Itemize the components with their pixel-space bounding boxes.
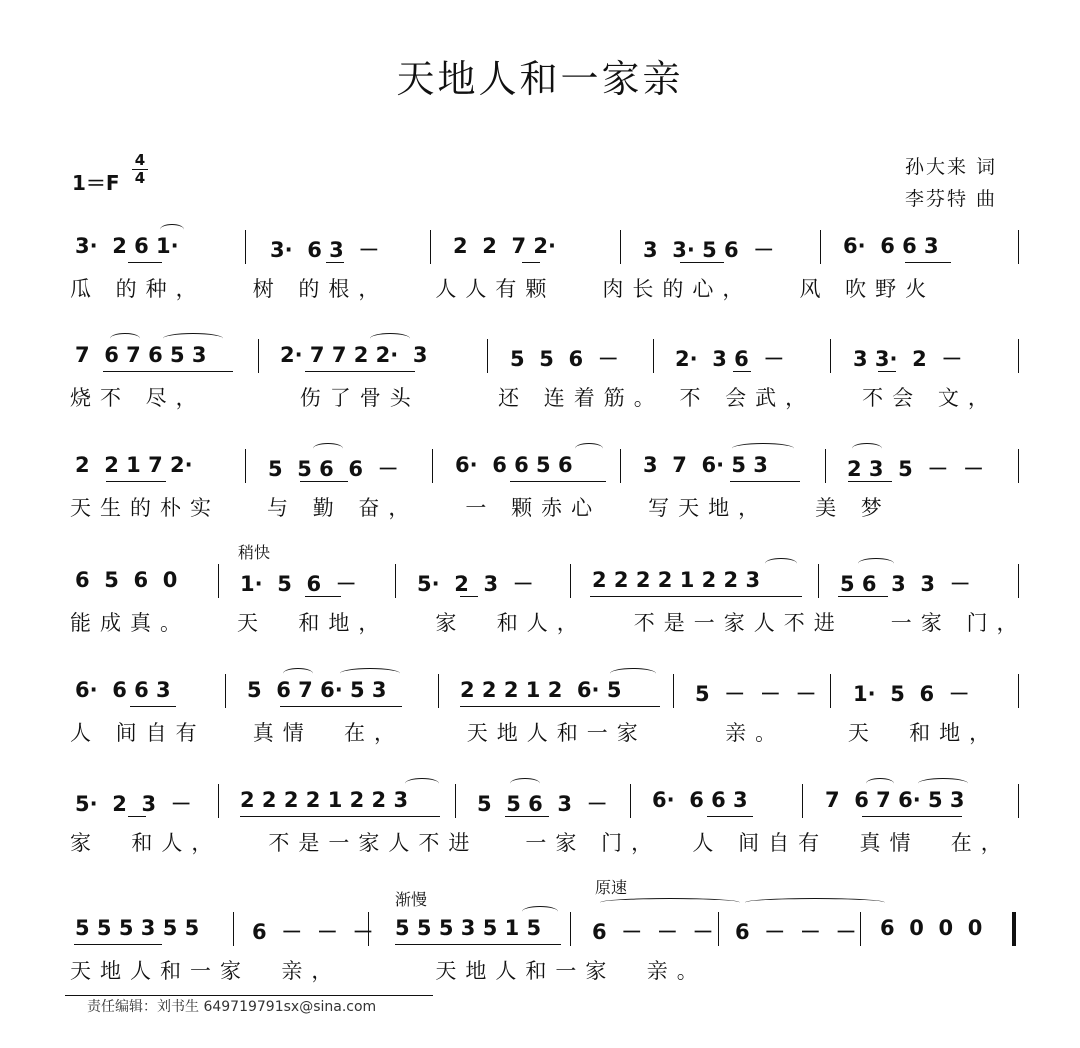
- measure: 2 2 2 2 1 2 2 3: [240, 788, 409, 812]
- barline: [1018, 674, 1019, 708]
- measure: 2 2 7 2·: [453, 234, 556, 258]
- underline: [300, 481, 348, 482]
- underline: [326, 262, 344, 263]
- barline: [218, 564, 219, 598]
- barline: [653, 339, 654, 373]
- underline: [280, 706, 402, 707]
- barline: [455, 784, 456, 818]
- score-row-5: [0, 672, 1080, 762]
- slur: [163, 333, 223, 344]
- score-row-7: [0, 910, 1080, 1000]
- underline: [305, 371, 415, 372]
- slur: [852, 443, 882, 454]
- barline: [233, 912, 234, 946]
- measure: 6 － － －: [592, 920, 714, 944]
- measure: 6 0 0 0: [880, 916, 983, 940]
- measure: 3 3· 5 6 －: [643, 238, 775, 262]
- underline: [680, 262, 724, 263]
- barline: [245, 449, 246, 483]
- barline: [438, 674, 439, 708]
- underline: [460, 596, 478, 597]
- measure: 3· 2 6 1·: [75, 234, 179, 258]
- score-row-6: [0, 782, 1080, 872]
- time-signature-numerator: 4: [132, 152, 148, 170]
- measure: 5 － － －: [695, 682, 817, 706]
- underline: [128, 816, 146, 817]
- barline: [225, 674, 226, 708]
- underline: [878, 371, 896, 372]
- key-signature: 1＝F: [72, 171, 120, 195]
- measure: 3· 6 3 －: [270, 238, 380, 262]
- time-signature: [132, 152, 148, 187]
- lyric-line: 瓜 的种， 树 的根， 人人有颗 肉长的心， 风 吹野火: [70, 277, 936, 301]
- barline: [245, 230, 246, 264]
- measure: 6 － － －: [735, 920, 857, 944]
- song-title: 天地人和一家亲: [396, 57, 684, 101]
- underline: [128, 262, 162, 263]
- lyricist-credit: 孙大来 词: [905, 156, 998, 178]
- time-signature-denominator: 4: [134, 169, 146, 187]
- slur: [340, 668, 400, 679]
- measure: 6· 6 6 5 6: [455, 453, 573, 477]
- barline: [570, 564, 571, 598]
- measure: 2 3 5 － －: [847, 457, 985, 481]
- measure: 2 2 1 7 2·: [75, 453, 193, 477]
- underline: [74, 944, 162, 945]
- slur: [575, 443, 603, 454]
- barline: [432, 449, 433, 483]
- measure: 5· 2 3 －: [75, 792, 192, 816]
- slur: [858, 558, 894, 569]
- underline: [905, 262, 951, 263]
- slur: [110, 333, 140, 344]
- underline: [505, 816, 549, 817]
- barline: [620, 449, 621, 483]
- measure: 2 2 2 2 1 2 2 3: [592, 568, 761, 592]
- measure: 2· 3 6 －: [675, 347, 785, 371]
- slur: [405, 778, 439, 789]
- barline: [430, 230, 431, 264]
- measure: 5 5 6 －: [510, 347, 619, 371]
- measure: 7 6 7 6· 5 3: [825, 788, 965, 812]
- score-row-1: [0, 228, 1080, 318]
- underline: [305, 596, 341, 597]
- barline: [620, 230, 621, 264]
- underline: [510, 481, 606, 482]
- barline: [820, 230, 821, 264]
- barline: [1018, 339, 1019, 373]
- measure: 2· 7 7 2 2· 3: [280, 343, 428, 367]
- measure: 3 3· 2 －: [853, 347, 963, 371]
- measure: 7 6 7 6 5 3: [75, 343, 207, 367]
- notation-line: [70, 672, 1020, 708]
- barline: [368, 912, 369, 946]
- lyric-line: 家 和人， 不是一家人不进 一家 门， 人 间自有 真情 在，: [70, 831, 1011, 855]
- tempo-mark-original: 原速: [595, 878, 628, 897]
- measure: 6 － － －: [252, 920, 374, 944]
- slur: [313, 443, 343, 454]
- underline: [395, 944, 561, 945]
- score-row-3: [0, 447, 1080, 537]
- barline: [218, 784, 219, 818]
- measure: 6· 6 6 3: [652, 788, 748, 812]
- underline: [240, 816, 440, 817]
- underline: [707, 816, 753, 817]
- barline: [802, 784, 803, 818]
- underline: [460, 706, 660, 707]
- underline: [848, 481, 892, 482]
- barline: [395, 564, 396, 598]
- final-barline: [1012, 912, 1016, 946]
- measure: 5 5 5 3 5 1 5: [395, 916, 542, 940]
- barline: [818, 564, 819, 598]
- slur: [765, 558, 797, 569]
- measure: 5 6 7 6· 5 3: [247, 678, 387, 702]
- barline: [830, 339, 831, 373]
- barline: [258, 339, 259, 373]
- underline: [733, 371, 751, 372]
- measure: 2 2 2 1 2 6· 5: [460, 678, 622, 702]
- tempo-mark-slightly-faster: 稍快: [238, 543, 271, 562]
- measure: 5 5 5 3 5 5: [75, 916, 200, 940]
- composer-credit: 李芬特 曲: [905, 188, 998, 210]
- barline: [1018, 564, 1019, 598]
- underline: [130, 706, 176, 707]
- measure: 5· 2 3 －: [417, 572, 534, 596]
- tie: [600, 898, 740, 907]
- barline: [1018, 230, 1019, 264]
- measure: 6· 6 6 3: [843, 234, 939, 258]
- measure: 3 7 6· 5 3: [643, 453, 768, 477]
- measure: 6 5 6 0: [75, 568, 178, 592]
- measure: 5 5 6 6 －: [268, 457, 399, 481]
- tie: [745, 898, 885, 907]
- barline: [830, 674, 831, 708]
- notation-line: [70, 228, 1020, 264]
- lyric-line: 天地人和一家 亲， 天地人和一家 亲。: [70, 959, 707, 983]
- barline: [630, 784, 631, 818]
- editor-footer: 责任编辑：刘书生 649719791sx@sina.com: [65, 995, 433, 1025]
- barline: [673, 674, 674, 708]
- lyric-line: 人 间自有 真情 在， 天地人和一家 亲。 天 和地，: [70, 721, 1000, 745]
- measure: 5 5 6 3 －: [477, 792, 608, 816]
- score-row-4: [0, 562, 1080, 652]
- barline: [570, 912, 571, 946]
- tempo-mark-gradually-slower: 渐慢: [395, 890, 428, 909]
- slur: [918, 778, 968, 789]
- lyric-line: 能成真。 天 和地， 家 和人， 不是一家人不进 一家 门，: [70, 611, 1027, 635]
- slur: [866, 778, 894, 789]
- slur: [732, 443, 794, 454]
- measure: 6· 6 6 3: [75, 678, 171, 702]
- underline: [106, 481, 166, 482]
- slur: [522, 906, 558, 917]
- underline: [522, 262, 540, 263]
- slur: [510, 778, 540, 789]
- measure: 5 6 3 3 －: [840, 572, 971, 596]
- slur: [370, 333, 410, 344]
- measure: 1· 5 6 －: [853, 682, 970, 706]
- slur: [283, 668, 313, 679]
- score-row-2: [0, 337, 1080, 427]
- underline: [838, 596, 888, 597]
- underline: [103, 371, 233, 372]
- underline: [730, 481, 800, 482]
- measure: 1· 5 6 －: [240, 572, 357, 596]
- barline: [860, 912, 861, 946]
- lyric-line: 烧不 尽， 伤了骨头 还 连着筋。 不 会武， 不会 文，: [70, 386, 998, 410]
- slur: [610, 668, 656, 679]
- barline: [1018, 784, 1019, 818]
- barline: [718, 912, 719, 946]
- lyric-line: 天生的朴实 与 勤 奋， 一 颗赤心 写天地， 美 梦: [70, 496, 891, 520]
- barline: [487, 339, 488, 373]
- underline: [862, 816, 962, 817]
- barline: [825, 449, 826, 483]
- underline: [590, 596, 802, 597]
- slur: [160, 224, 184, 235]
- barline: [1018, 449, 1019, 483]
